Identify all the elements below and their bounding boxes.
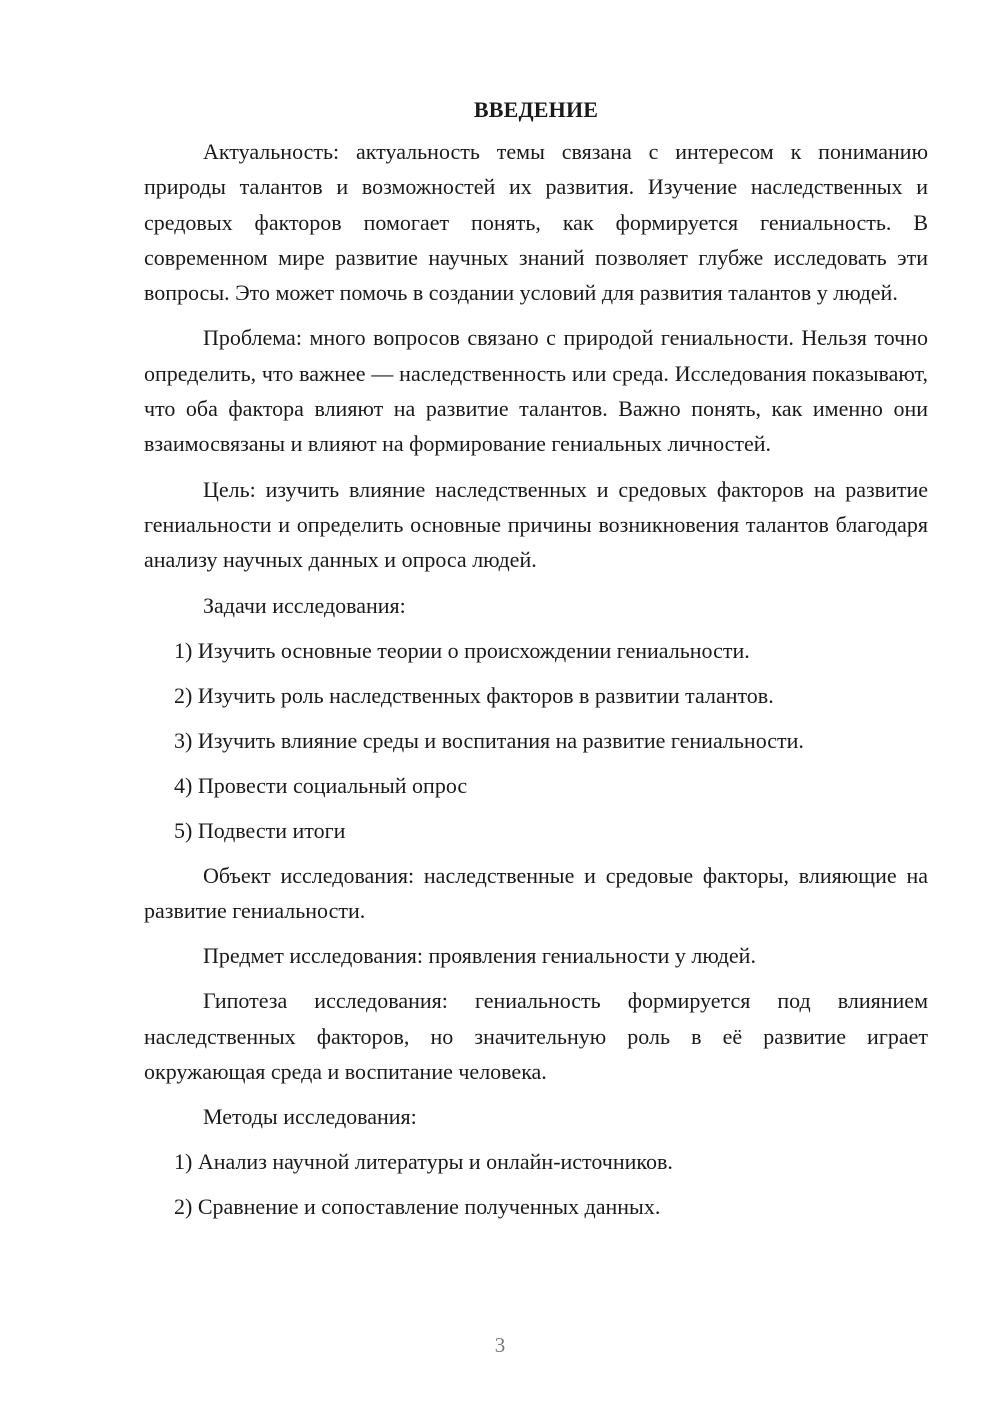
- document-page: [144, 92, 928, 1234]
- task-item-2: 2) Изучить роль наследственных факторов в развитии талантов.: [174, 682, 774, 708]
- paragraph-hypothesis: Гипотеза исследования: гениальность формируется под влиянием наследственных факторов, но значительную роль в её развитие играет окружающая среда и воспитание человека.: [144, 988, 928, 1085]
- task-item-5: 5) Подвести итоги: [174, 817, 346, 843]
- methods-heading: Методы исследования:: [203, 1104, 417, 1130]
- method-item-2: 2) Сравнение и сопоставление полученных данных.: [174, 1194, 661, 1220]
- page-number: 3: [494, 1333, 506, 1357]
- task-item-1: 1) Изучить основные теории о происхождении гениальности.: [174, 637, 750, 663]
- paragraph-relevance: Актуальность: актуальность темы связана с интересом к пониманию природы талантов и возможностей их развития. Изучение наследственных и средовых факторов помогает понять, как формируется гениальность. В современном мире развитие научных знаний позволяет глубже исследовать эти вопросы. Это может помочь в создании условий для развития талантов у людей.: [144, 139, 928, 306]
- paragraph-goal: Цель: изучить влияние наследственных и средовых факторов на развитие гениальности и определить основные причины возникновения талантов благодаря анализу научных данных и опроса людей.: [144, 476, 928, 573]
- section-title: ВВЕДЕНИЕ: [473, 97, 599, 122]
- task-item-4: 4) Провести социальный опрос: [174, 772, 468, 798]
- paragraph-problem: Проблема: много вопросов связано с природой гениальности. Нельзя точно определить, что важнее — наследственность или среда. Исследования показывают, что оба фактора влияют на развитие талантов. Важно понять, как именно они взаимосвязаны и влияют на формирование гениальных личностей.: [144, 325, 928, 457]
- paragraph-object: Объект исследования: наследственные и средовые факторы, влияющие на развитие гениальности.: [144, 862, 928, 923]
- method-item-1: 1) Анализ научной литературы и онлайн-источников.: [174, 1149, 673, 1175]
- tasks-heading: Задачи исследования:: [203, 592, 406, 618]
- task-item-3: 3) Изучить влияние среды и воспитания на развитие гениальности.: [174, 727, 804, 753]
- paragraph-subject: Предмет исследования: проявления гениальности у людей.: [203, 943, 756, 969]
